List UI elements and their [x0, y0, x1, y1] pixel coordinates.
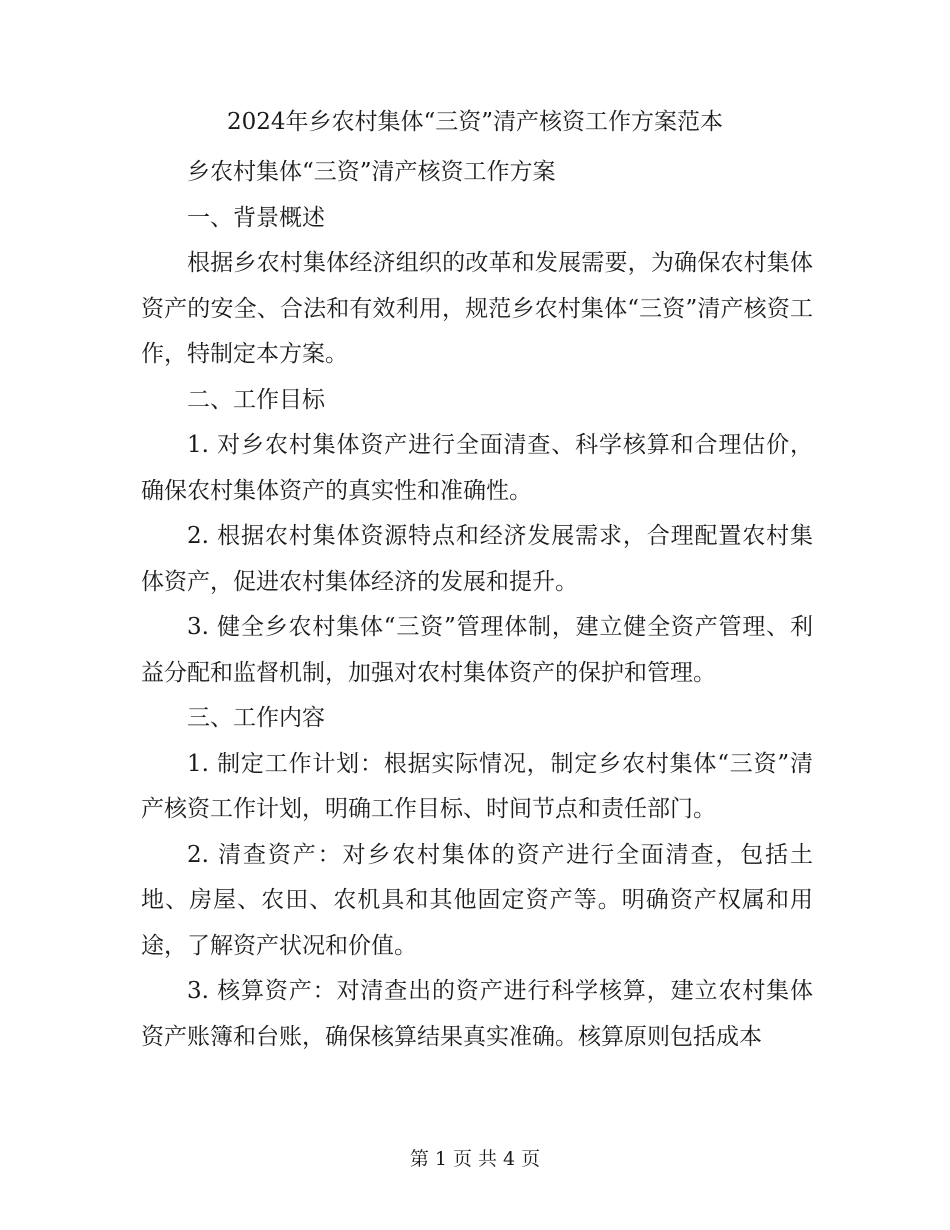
body-paragraph: 根据乡农村集体经济组织的改革和发展需要，为确保农村集体资产的安全、合法和有效利用，规范乡农村集体“三资”清产核资工作，特制定本方案。: [141, 250, 813, 367]
content-item-3: 3. 核算资产：对清查出的资产进行科学核算，建立农村集体资产账簿和台账，确保核算结果真实准确。核算原则包括成本: [141, 978, 813, 1050]
goal-item-2: 2. 根据农村集体资源特点和经济发展需求，合理配置农村集体资产，促进农村集体经济的发展和提升。: [141, 523, 813, 595]
section-heading-background: 一、背景概述: [187, 204, 325, 231]
document-body: [141, 150, 813, 1060]
content-item-1: 1. 制定工作计划：根据实际情况，制定乡农村集体“三资”清产核资工作计划，明确工作目标、时间节点和责任部门。: [141, 750, 813, 822]
section-heading-content: 三、工作内容: [187, 705, 325, 731]
content-item-2: 2. 清查资产：对乡农村集体的资产进行全面清查，包括土地、房屋、农田、农机具和其他固定资产等。明确资产权属和用途，了解资产状况和价值。: [141, 841, 813, 959]
subtitle-paragraph: 乡农村集体“三资”清产核资工作方案: [187, 159, 556, 185]
document-title: 2024年乡农村集体“三资”清产核资工作方案范本: [226, 109, 724, 135]
goal-item-1: 1. 对乡农村集体资产进行全面清查、科学核算和合理估价，确保农村集体资产的真实性和准确性。: [141, 432, 813, 504]
goal-item-3: 3. 健全乡农村集体“三资”管理体制，建立健全资产管理、利益分配和监督机制，加强对农村集体资产的保护和管理。: [141, 614, 813, 686]
section-heading-goals: 二、工作目标: [187, 386, 325, 413]
page-footer: 第 1 页 共 4 页: [409, 1148, 541, 1170]
